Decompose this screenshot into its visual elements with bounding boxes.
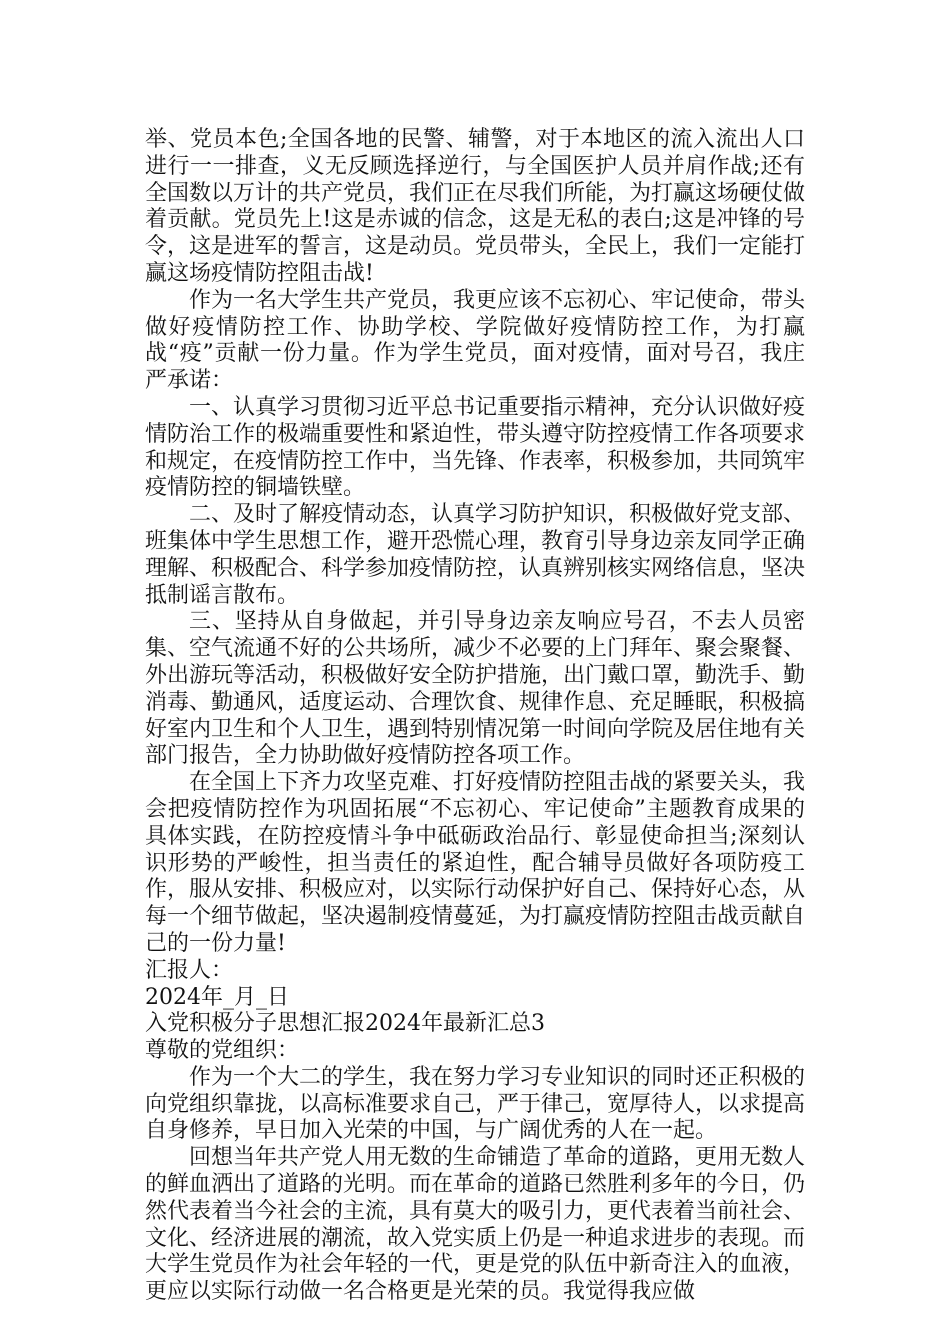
commitment-item-2: 二、及时了解疫情动态，认真学习防护知识，积极做好党支部、班集体中学生思想工作，避开恐慌心理，教育引导身边亲友同学正确理解、积极配合、科学参加疫情防控，认真辨别核实网络信息，坚决抵制谣言散布。: [145, 502, 806, 608]
signature-label: 汇报人：: [145, 957, 234, 983]
salutation: 尊敬的党组织：: [145, 1038, 300, 1064]
document-page: [145, 127, 805, 1306]
paragraph-report-1: 作为一个大二的学生，我在努力学习专业知识的同时还正积极的向党组织靠拢，以高标准要求自己，严于律己，宽厚待人，以求提高自身修养，早日加入光荣的中国，与广阔优秀的人在一起。: [145, 1064, 806, 1144]
paragraph-2: 作为一名大学生共产党员，我更应该不忘初心、牢记使命，带头做好疫情防控工作、协助学校、学院做好疫情防控工作，为打赢战“疫”贡献一份力量。作为学生党员，面对疫情，面对号召，我庄严承诺：: [145, 287, 806, 394]
section-heading: 入党积极分子思想汇报2024年最新汇总3: [145, 1011, 545, 1037]
date-line: 2024年_月_日: [145, 984, 289, 1010]
commitment-item-3: 三、坚持从自身做起，并引导身边亲友响应号召，不去人员密集、空气流通不好的公共场所，减少不必要的上门拜年、聚会聚餐、外出游玩等活动，积极做好安全防护措施，出门戴口罩，勤洗手、勤消毒、勤通风，适度运动、合理饮食、规律作息、充足睡眠，积极搞好室内卫生和个人卫生，遇到特别情况第一时间向学院及居住地有关部门报告，全力协助做好疫情防控各项工作。: [145, 609, 806, 769]
paragraph-report-2: 回想当年共产党人用无数的生命铺造了革命的道路，更用无数人的鲜血洒出了道路的光明。而在革命的道路已然胜利多年的今日，仍然代表着当今社会的主流，具有莫大的吸引力，更代表着当前社会、文化、经济进展的潮流，故入党实质上仍是一种追求进步的表现。而大学生党员作为社会年轻的一代，更是党的队伍中新奇注入的血液，更应以实际行动做一名合格更是光荣的员。我觉得我应做: [145, 1145, 806, 1305]
paragraph-1: 举、党员本色;全国各地的民警、辅警，对于本地区的流入流出人口进行一一排查，义无反顾选择逆行，与全国医护人员并肩作战;还有全国数以万计的共产党员，我们正在尽我们所能，为打赢这场硬仗做着贡献。党员先上!这是赤诚的信念，这是无私的表白;这是冲锋的号令，这是进军的誓言，这是动员。党员带头，全民上，我们一定能打赢这场疫情防控阻击战!: [145, 127, 806, 286]
commitment-item-1: 一、认真学习贯彻习近平总书记重要指示精神，充分认识做好疫情防治工作的极端重要性和紧迫性，带头遵守防控疫情工作各项要求和规定，在疫情防控工作中，当先锋、作表率，积极参加，共同筑牢疫情防控的铜墙铁壁。: [145, 394, 806, 501]
paragraph-conclusion: 在全国上下齐力攻坚克难、打好疫情防控阻击战的紧要关头，我会把疫情防控作为巩固拓展“不忘初心、牢记使命”主题教育成果的具体实践，在防控疫情斗争中砥砺政治品行、彰显使命担当;深刻认识形势的严峻性，担当责任的紧迫性，配合辅导员做好各项防疫工作，服从安排、积极应对，以实际行动保护好自己、保持好心态，从每一个细节做起，坚决遏制疫情蔓延，为打赢疫情防控阻击战贡献自己的一份力量!: [145, 770, 806, 956]
